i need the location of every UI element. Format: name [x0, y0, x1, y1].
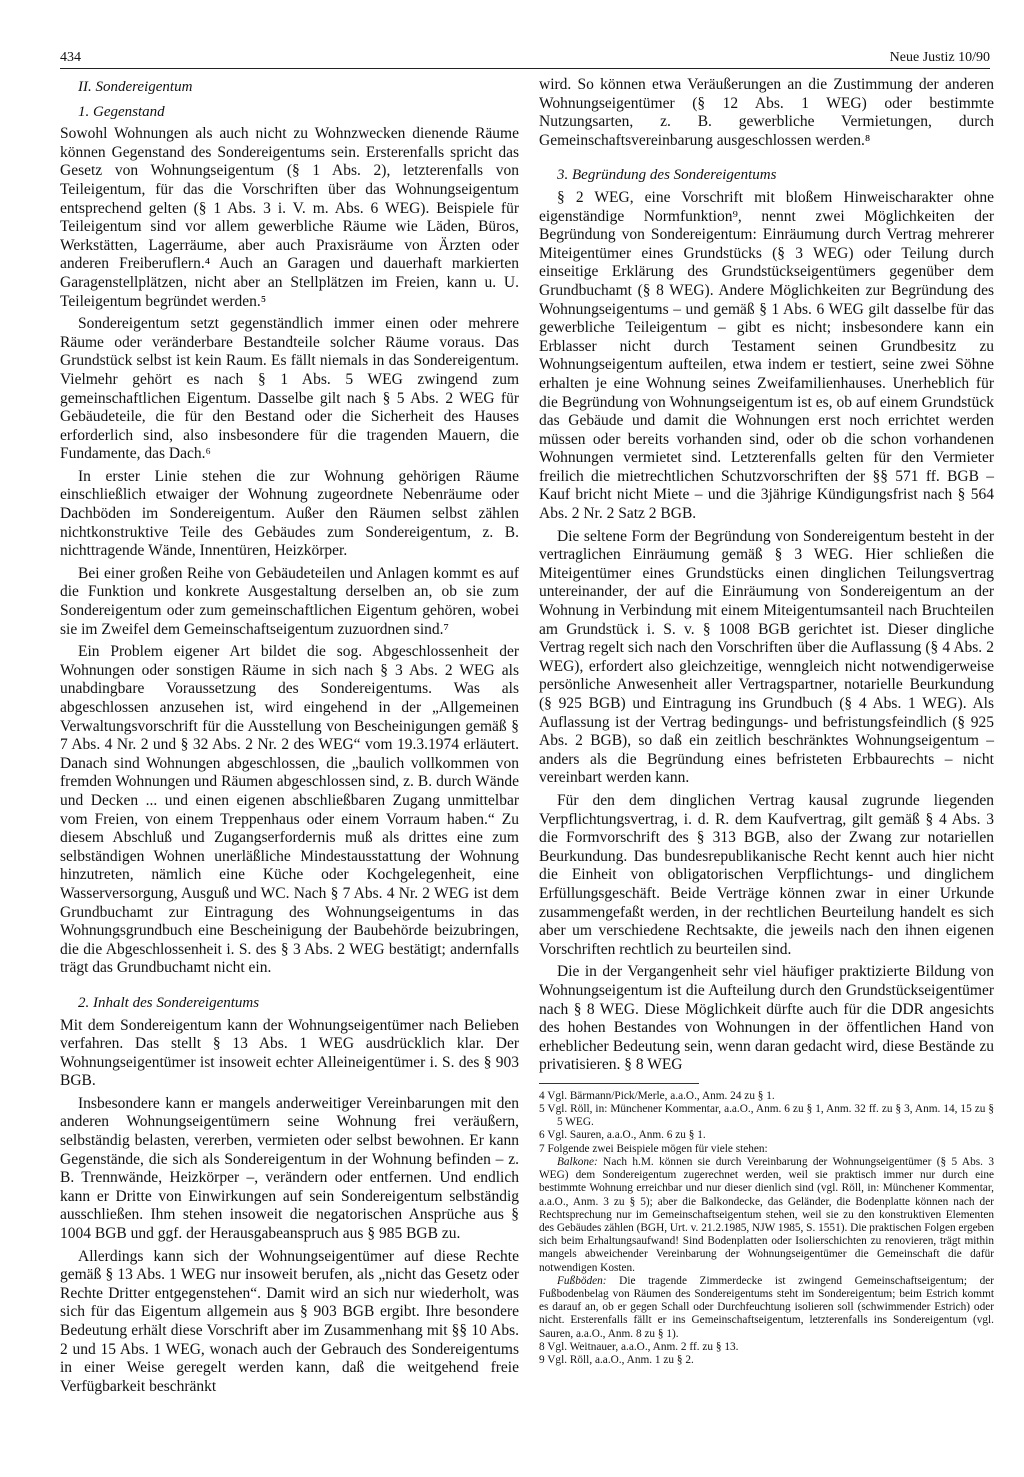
paragraph: Bei einer großen Reihe von Gebäudeteilen und Anlagen kommt es auf die Funktion und konkrete Ausgestaltung derselben an, ob sie zum Sondereigentum oder zum gemeinschaftlichen Eigentum gehören, wobei sie im Zweifel dem Gemeinschaftseigentum zuzuordnen sind.⁷: [60, 564, 519, 638]
footnote-7: 7 Folgende zwei Beispiele mögen für viele stehen:: [539, 1142, 768, 1155]
footnote-text-balkone: Nach h.M. können sie durch Vereinbarung der Wohnungseigentümer (§ 5 Abs. 3 WEG) dem Sondereigentum zugerechnet werden, weil sie praktisch immer nur durch eine bestimmte Wohnung erreichbar und nur dieser dienlich sind (vgl. Röll, in: Münchener Kommentar, a.a.O., Anm. 3 zu § 5); aber die Balkondecke, das Geländer, die Bodenplatte können nach der Rechtsprechung nur im Gemeinschaftseigentum stehen, weil sie zu den konstruktiven Elementen des Gebäudes zählen (BGH, Urt. v. 21.2.1985, NJW 1985, S. 1551). Die praktischen Folgen ergeben sich beim Erhaltungsaufwand! Sind Bodenplatten oder Isolierschichten zu renovieren, trägt mithin mangels abweichender Vereinbarung der Wohnungseigentümer die Gemeinschaft die dafür notwendigen Kosten.: [539, 1155, 994, 1274]
footnote-5: 5 Vgl. Röll, in: Münchener Kommentar, a.a.O., Anm. 6 zu § 1, Anm. 32 ff. zu § 3, Anm. 14, 15 zu § 5 WEG.: [539, 1103, 994, 1129]
footnote-7-balkone: [539, 1156, 994, 1275]
page-header: [60, 42, 990, 69]
paragraph: Die seltene Form der Begründung von Sondereigentum besteht in der vertraglichen Einräumung gemäß § 3 WEG. Hier schließen die Miteigentümer eines Grundstücks einen dinglichen Teilungsvertrag untereinander, der auf die Einräumung von Sondereigentum an der Wohnung in Verbindung mit einem Miteigentumsanteil nach Bruchteilen am Grundstück i. S. v. § 1008 BGB gerichtet ist. Dieser dingliche Vertrag regelt sich nach den Vorschriften über die Auflassung (§ 4 Abs. 2 WEG), erfordert also gleichzeitige, wenngleich nicht notwendigerweise persönliche Anwesenheit aller Vertragspartner, notarielle Beurkundung (§ 925 BGB) und Eintragung ins Grundbuch (§ 4 Abs. 1 WEG). Als Auflassung ist der Vertrag bedingungs- und befristungsfeindlich (§ 925 Abs. 2 BGB), so daß ein zeitlich beschränktes Wohnungseigentum – anders als die Begründung eines befristeten Erbbaurechts – nicht vereinbart werden kann.: [539, 527, 994, 787]
footnotes: [539, 1090, 994, 1367]
subsection-title-gegenstand: 1. Gegenstand: [78, 103, 165, 120]
section-title: II. Sondereigentum: [78, 79, 193, 95]
page-number: 434: [60, 50, 81, 65]
paragraph: Sondereigentum setzt gegenständlich immer einen oder mehrere Räume oder veränderbare Bestandteile solcher Räume voraus. Das Grundstück selbst ist kein Raum. Es fällt niemals in das Sondereigentum. Vielmehr gehört es nach § 1 Abs. 5 WEG zwingend zum gemeinschaftlichen Eigentum. Dasselbe gilt nach § 5 Abs. 2 WEG für Gebäudeteile, die für den Bestand oder die Sicherheit des Hauses erforderlich sind, also insbesondere für die tragenden Mauern, die Fundamente, das Dach.⁶: [60, 315, 519, 463]
footnote-4: 4 Vgl. Bärmann/Pick/Merle, a.a.O., Anm. 24 zu § 1.: [539, 1089, 775, 1102]
footnote-label-balkone: Balkone:: [557, 1155, 598, 1168]
subsection-title-begruendung: 3. Begründung des Sondereigentums: [557, 167, 777, 184]
footnote-7-fussboeden: [539, 1275, 994, 1341]
paragraph: § 2 WEG, eine Vorschrift mit bloßem Hinweischarakter ohne eigenständige Normfunktion⁹, nennt zwei Möglichkeiten der Begründung von Sondereigentum: Einräumung durch Vertrag mehrerer Miteigentümer eines Grundstücks (§ 3 WEG) oder Teilung durch einseitige Erklärung des Grundstückseigentümers gegenüber dem Grundbuchamt (§ 8 WEG). Andere Möglichkeiten zur Begründung des Wohnungseigentums – und gemäß § 1 Abs. 6 WEG gilt dasselbe für das gewerbliche Teileigentum – gibt es nicht; insbesondere kann ein Erblasser nicht durch Testament seinen Grundbesitz zu Wohnungseigentum aufteilen, etwa indem er testiert, seine zwei Söhne erhalten je eine Wohnung seines Zweifamilienhauses. Unerheblich für die Begründung von Wohnungseigentum ist es, ob auf einem Grundstück das Gebäude und damit die Wohnungen erst noch errichtet werden müssen oder bereits vorhanden sind, oder ob die schon vorhandenen Wohnungen vermietet sind. Letzterenfalls gelten für den Vermieter freilich die mietrechtlichen Schutzvorschriften der §§ 571 ff. BGB – Kauf bricht nicht Miete – und die 3jährige Kündigungsfrist nach § 564 Abs. 2 Nr. 2 Satz 2 BGB.: [539, 188, 994, 523]
footnote-separator: [539, 1083, 699, 1084]
paragraph: Allerdings kann sich der Wohnungseigentümer auf diese Rechte gemäß § 13 Abs. 1 WEG nur insoweit berufen, als „nicht das Gesetz oder Rechte Dritter entgegenstehen“. Damit wird an sich nur wiederholt, was sich für das Eigentum allgemein aus § 903 BGB ergibt. Ihre besondere Bedeutung erhält diese Vorschrift aber im Zusammenhang mit §§ 10 Abs. 2 und 15 Abs. 1 WEG, wonach auch der Gebrauch des Sondereigentums in einer Weise geregelt werden kann, daß die weitgehend freie Verfügbarkeit beschränkt: [60, 1247, 519, 1395]
paragraph: Insbesondere kann er mangels anderweitiger Vereinbarungen mit den anderen Wohnungseigentümern seine Wohnung frei veräußern, selbständig belasten, vererben, vermieten oder selbst bewohnen. Er kann Gegenstände, die sich als Sondereigentum in der Wohnung befinden – z. B. Trennwände, Heizkörper –, verändern oder entfernen. Und endlich kann er Dritte von Einwirkungen auf sein Sondereigentum selbständig ausschließen. Ihm stehen insoweit die negatorischen Ansprüche aus § 1004 BGB und ggf. der Herausgabeanspruch aus § 985 BGB zu.: [60, 1094, 519, 1243]
footnote-6: 6 Vgl. Sauren, a.a.O., Anm. 6 zu § 1.: [539, 1129, 706, 1142]
paragraph: Ein Problem eigener Art bildet die sog. Abgeschlossenheit der Wohnungen oder sonstigen Räume in sich nach § 3 Abs. 2 WEG als unabdingbare Voraussetzung des Sondereigentums. Was als abgeschlossen anzusehen ist, wird eingehend in der „Allgemeinen Verwaltungsvorschrift für die Ausstellung von Bescheinigungen gemäß § 7 Abs. 4 Nr. 2 und § 32 Abs. 2 Nr. 2 des WEG“ vom 19.3.1974 erläutert. Danach sind Wohnungen abgeschlossen, die „baulich vollkommen von fremden Wohnungen und Räumen abgeschlossen sind, z. B. durch Wände und Decken ... und einen eigenen abschließbaren Zugang unmittelbar vom Freien, von einem Treppenhaus oder einem Vorraum haben.“ Zu diesem Abschluß und Zugangserfordernis muß als drittes eine zum selbständigen Wohnen unerläßliche Mindestausstattung der Wohnung hinzutreten, nämlich eine Küche oder Kochgelegenheit, eine Wasserversorgung, Ausguß und WC. Nach § 7 Abs. 4 Nr. 2 WEG ist dem Grundbuchamt zur Eintragung des Wohnungseigentums in das Wohnungsgrundbuch eine Bescheinigung der Baubehörde beizubringen, die die Abgeschlossenheit i. S. des § 3 Abs. 2 WEG bestätigt; andernfalls trägt das Grundbuchamt nicht ein.: [60, 643, 519, 977]
paragraph-continuation: wird. So können etwa Veräußerungen an die Zustimmung der anderen Wohnungseigentümer (§ 12 Abs. 1 WEG) oder bestimmte Nutzungsarten, z. B. gewerbliche Vermietungen, durch Gemeinschaftsvereinbarung ausgeschlossen werden.⁸: [539, 76, 994, 149]
footnote-label-fussboeden: Fußböden:: [557, 1274, 607, 1287]
paragraph: Mit dem Sondereigentum kann der Wohnungseigentümer nach Belieben verfahren. Das stellt § 13 Abs. 1 WEG ausdrücklich klar. Der Wohnungseigentümer ist insoweit echter Alleineigentümer i. S. des § 903 BGB.: [60, 1016, 519, 1090]
paragraph: Die in der Vergangenheit sehr viel häufiger praktizierte Bildung von Wohnungseigentum ist die Aufteilung durch den Grundstückseigentümer nach § 8 WEG. Diese Möglichkeit dürfte auch für die DDR angesichts des hohen Bestandes von Wohnungen in der öffentlichen Hand von erheblicher Bedeutung sein, wenn daran gedacht wird, diese Bestände zu privatisieren. § 8 WEG: [539, 963, 994, 1074]
left-column: [60, 74, 519, 1400]
footnote-text-fussboeden: Die tragende Zimmerdecke ist zwingend Gemeinschaftseigentum; der Fußbodenbelag von Räumen des Sondereigentums steht im Sondereigentum; beim Estrich kommt es darauf an, ob er gegen Schall oder Durchfeuchtung isolieren soll (schwimmender Estrich) oder nicht. Ersterenfalls fällt er ins Gemeinschaftseigentum, letzterenfalls ins Sondereigentum (vgl. Sauren, a.a.O., Anm. 8 zu § 1).: [539, 1274, 994, 1340]
footnote-8: 8 Vgl. Weitnauer, a.a.O., Anm. 2 ff. zu § 13.: [539, 1340, 739, 1353]
paragraph: Für den dem dinglichen Vertrag kausal zugrunde liegenden Verpflichtungsvertrag, i. d. R. dem Kaufvertrag, gilt gemäß § 4 Abs. 3 die Formvorschrift des § 313 BGB, also der Zwang zur notariellen Beurkundung. Das bundesrepublikanische Recht kennt auch hier nicht die Einheit von obligatorischen Verpflichtungs- und dinglichem Erfüllungsgeschäft. Beide Verträge können zwar in einer Urkunde zusammengefaßt werden, in der rechtlichen Beurteilung handelt es sich aber um verschiedene Rechtsakte, die jeweils nach den ihnen eigenen Vorschriften rechtlich zu beurteilen sind.: [539, 791, 994, 958]
paragraph: In erster Linie stehen die zur Wohnung gehörigen Räume einschließlich etwaiger der Wohnung zugeordnete Nebenräume oder Dachböden im Sondereigentum. Außer den Räumen selbst zählen nichtkonstruktive Teile des Gebäudes zum Sondereigentum, z. B. nichttragende Wände, Innentüren, Heizkörper.: [60, 467, 519, 560]
footnote-9: 9 Vgl. Röll, a.a.O., Anm. 1 zu § 2.: [539, 1353, 694, 1366]
journal-issue: Neue Justiz 10/90: [889, 50, 990, 65]
subsection-title-inhalt: 2. Inhalt des Sondereigentums: [78, 994, 260, 1011]
right-column: [539, 76, 994, 1367]
paragraph: Sowohl Wohnungen als auch nicht zu Wohnzwecken dienende Räume können Gegenstand des Sondereigentums sein. Ersterenfalls spricht das Gesetz von Wohnungseigentum (§ 1 Abs. 2), letzterenfalls von Teileigentum, für das die Vorschriften über das Wohnungseigentum entsprechend gelten (§ 1 Abs. 3 i. V. m. Abs. 6 WEG). Beispiele für Teileigentum sind vor allem gewerbliche Räume wie Läden, Büros, Werkstätten, Lagerräume, aber auch Praxisräume von Ärzten oder anderen Freiberuflern.⁴ Auch an Garagen und dauerhaft markierten Garagenstellplätzen, nicht aber an Stellplätzen im Freien, kann u. U. Teileigentum begründet werden.⁵: [60, 125, 519, 310]
